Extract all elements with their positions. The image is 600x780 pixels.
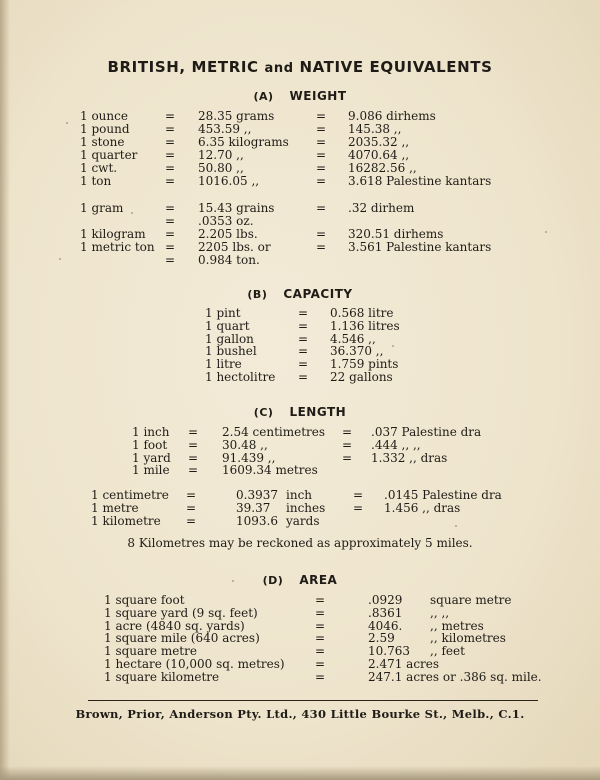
value-cell: 2.471 acres — [368, 657, 440, 671]
equals-sign: = — [165, 240, 176, 254]
title-main: BRITISH, METRIC — [107, 58, 259, 76]
unit-cell: 1 quarter — [80, 148, 138, 162]
unit-cell: 1 square yard (9 sq. feet) — [104, 605, 258, 620]
equals-sign: = — [316, 161, 327, 175]
value-cell: 2.54 centimetres — [222, 425, 326, 439]
native-cell: 320.51 dirhems — [348, 227, 444, 241]
native-cell: .0145 Palestine dra — [384, 488, 502, 502]
value-cell: 453.59 ,, — [198, 122, 252, 136]
native-cell: 1.456 ,, dras — [384, 501, 461, 515]
value-cell: 0.3937 — [236, 488, 278, 502]
equals-sign: = — [188, 425, 199, 439]
equals-sign: = — [315, 644, 326, 659]
equals-sign: = — [186, 501, 197, 515]
equals-sign: = — [165, 135, 176, 149]
section-title-capacity — [0, 287, 600, 301]
native-cell: .32 dirhem — [348, 201, 415, 215]
value-cell: 50.80 ,, — [198, 161, 244, 175]
unit-cell: 1 ton — [80, 174, 112, 188]
value-cell: .8361 — [368, 605, 403, 620]
section-title-length — [0, 405, 600, 419]
paper-speck — [455, 525, 457, 527]
equals-sign: = — [316, 240, 327, 254]
equals-sign: = — [165, 161, 176, 175]
unit-cell: 1 hectare (10,000 sq. metres) — [104, 657, 285, 671]
section-name: CAPACITY — [283, 287, 353, 301]
unit-cell: 1 kilometre — [91, 514, 161, 528]
value-cell: 1093.6 — [236, 514, 278, 528]
equals-sign: = — [316, 135, 327, 149]
native-cell: 2035.32 ,, — [348, 135, 410, 149]
section-letter: (B) — [247, 288, 268, 301]
section-name: WEIGHT — [289, 89, 347, 103]
section-letter: (D) — [262, 574, 284, 587]
unit-name-cell: inches — [286, 501, 326, 515]
unit-cell: 1 acre (4840 sq. yards) — [104, 618, 245, 633]
unit-cell: 1 metre — [91, 501, 139, 515]
unit-cell: 1 inch — [132, 425, 170, 439]
value-cell: 6.35 kilograms — [198, 135, 289, 149]
equals-sign: = — [315, 669, 326, 684]
unit-name-cell: square metre — [430, 593, 512, 607]
equals-sign: = — [186, 488, 197, 502]
unit-cell: 1 gallon — [205, 331, 254, 346]
unit-cell: 1 square foot — [104, 593, 185, 607]
unit-cell: 1 square mile (640 acres) — [104, 631, 260, 646]
native-cell: 3.618 Palestine kantars — [348, 174, 492, 188]
equals-sign: = — [188, 437, 199, 452]
equals-sign: = — [316, 174, 327, 188]
equals-sign: = — [316, 122, 327, 136]
length-note: 8 Kilometres may be reckoned as approximately 5 miles. — [127, 536, 473, 550]
page-edge-shadow — [0, 0, 10, 780]
equals-sign: = — [188, 463, 199, 478]
page-bottom-shadow — [0, 766, 600, 780]
unit-cell: 1 ounce — [80, 109, 128, 123]
equals-sign: = — [316, 109, 327, 123]
native-cell: 145.38 ,, — [348, 122, 402, 136]
equals-sign: = — [298, 344, 309, 359]
unit-name-cell: ,, feet — [430, 644, 465, 659]
value-cell: 12.70 ,, — [198, 148, 244, 162]
equals-sign: = — [315, 657, 326, 671]
section-letter: (A) — [253, 90, 274, 103]
unit-cell: 1 stone — [80, 135, 125, 149]
section-title-area — [0, 573, 600, 587]
unit-name-cell: yards — [286, 514, 320, 528]
unit-cell: 1 litre — [205, 357, 242, 372]
unit-cell: 1 centimetre — [91, 488, 169, 502]
equals-sign: = — [315, 618, 326, 633]
native-cell: 16282.56 ,, — [348, 161, 417, 175]
equals-sign: = — [315, 631, 326, 646]
value-cell: 4.546 ,, — [330, 331, 376, 346]
unit-name-cell: ,, metres — [430, 618, 484, 633]
value-cell: 4046. — [368, 618, 403, 633]
value-cell: 247.1 acres or .386 sq. mile. — [368, 669, 542, 684]
equals-sign: = — [165, 214, 176, 228]
unit-cell: 1 foot — [132, 437, 168, 452]
equals-sign: = — [298, 370, 309, 384]
value-cell: 36.370 ,, — [330, 344, 384, 359]
value-cell: 2205 lbs. or — [198, 240, 271, 254]
unit-cell: 1 cwt. — [80, 161, 118, 175]
section-name: AREA — [299, 573, 338, 587]
unit-cell: 1 kilogram — [80, 227, 146, 241]
value-cell: 10.763 — [368, 644, 410, 659]
native-cell: 3.561 Palestine kantars — [348, 240, 492, 254]
equals-sign: = — [165, 253, 176, 267]
unit-cell: 1 square metre — [104, 644, 197, 659]
paper-speck — [545, 231, 547, 233]
native-cell: .037 Palestine dra — [371, 425, 482, 439]
unit-cell: 1 pint — [205, 306, 241, 320]
value-cell: 1.136 litres — [330, 318, 400, 333]
value-cell: 0.568 litre — [330, 306, 394, 320]
equals-sign: = — [298, 331, 309, 346]
equals-sign: = — [165, 148, 176, 162]
equals-sign: = — [316, 148, 327, 162]
value-cell: 22 gallons — [330, 370, 393, 384]
equals-sign: = — [315, 593, 326, 607]
native-cell: .444 ,, ,, — [371, 437, 421, 452]
native-cell: 1.332 ,, dras — [371, 450, 448, 465]
equals-sign: = — [188, 450, 199, 465]
value-cell: 2.59 — [368, 631, 395, 646]
native-cell: 4070.64 ,, — [348, 148, 410, 162]
equals-sign: = — [353, 501, 364, 515]
value-cell: .0353 oz. — [198, 214, 254, 228]
unit-cell: 1 hectolitre — [205, 370, 276, 384]
unit-cell: 1 yard — [132, 450, 171, 465]
unit-cell: 1 metric ton — [80, 240, 155, 254]
equals-sign: = — [316, 227, 327, 241]
unit-name-cell: ,, ,, — [430, 605, 450, 620]
value-cell: 1.759 pints — [330, 357, 399, 372]
native-cell: 9.086 dirhems — [348, 109, 436, 123]
equals-sign: = — [165, 227, 176, 241]
equals-sign: = — [165, 174, 176, 188]
value-cell: 2.205 lbs. — [198, 227, 258, 241]
unit-cell: 1 square kilometre — [104, 669, 220, 684]
paper-speck — [59, 258, 61, 260]
value-cell: .0929 — [368, 593, 403, 607]
section-letter: (C) — [253, 406, 274, 419]
value-cell: 28.35 grams — [198, 109, 275, 123]
equals-sign: = — [165, 201, 176, 215]
equals-sign: = — [298, 357, 309, 372]
equals-sign: = — [186, 514, 197, 528]
unit-cell: 1 pound — [80, 122, 130, 136]
value-cell: 39.37 — [236, 501, 271, 515]
title-and: and — [264, 61, 294, 76]
unit-name-cell: ,, kilometres — [430, 631, 506, 646]
equals-sign: = — [353, 488, 364, 502]
equals-sign: = — [298, 318, 309, 333]
section-name: LENGTH — [289, 405, 347, 419]
paper-speck — [392, 345, 394, 347]
equals-sign: = — [316, 201, 327, 215]
title-end: NATIVE EQUIVALENTS — [299, 58, 493, 76]
equals-sign: = — [315, 605, 326, 620]
unit-cell: 1 quart — [205, 318, 250, 333]
unit-cell: 1 gram — [80, 201, 124, 215]
footer-divider — [88, 700, 538, 701]
value-cell: 15.43 grains — [198, 201, 275, 215]
value-cell: 30.48 ,, — [222, 437, 268, 452]
value-cell: 1609.34 metres — [222, 463, 318, 478]
equals-sign: = — [342, 437, 353, 452]
equals-sign: = — [165, 122, 176, 136]
equals-sign: = — [342, 450, 353, 465]
equals-sign: = — [165, 109, 176, 123]
equals-sign: = — [342, 425, 353, 439]
paper-speck — [232, 580, 234, 582]
paper-speck — [131, 212, 133, 214]
unit-name-cell: inch — [286, 488, 313, 502]
page-title — [0, 58, 600, 76]
value-cell: 0.984 ton. — [198, 253, 260, 267]
unit-cell: 1 mile — [132, 463, 170, 478]
paper-speck — [66, 122, 68, 124]
section-title-weight — [0, 89, 600, 103]
printer-imprint: Brown, Prior, Anderson Pty. Ltd., 430 Little Bourke St., Melb., C.1. — [75, 707, 525, 721]
equals-sign: = — [298, 306, 309, 320]
value-cell: 91.439 ,, — [222, 450, 276, 465]
unit-cell: 1 bushel — [205, 344, 257, 359]
value-cell: 1016.05 ,, — [198, 174, 260, 188]
